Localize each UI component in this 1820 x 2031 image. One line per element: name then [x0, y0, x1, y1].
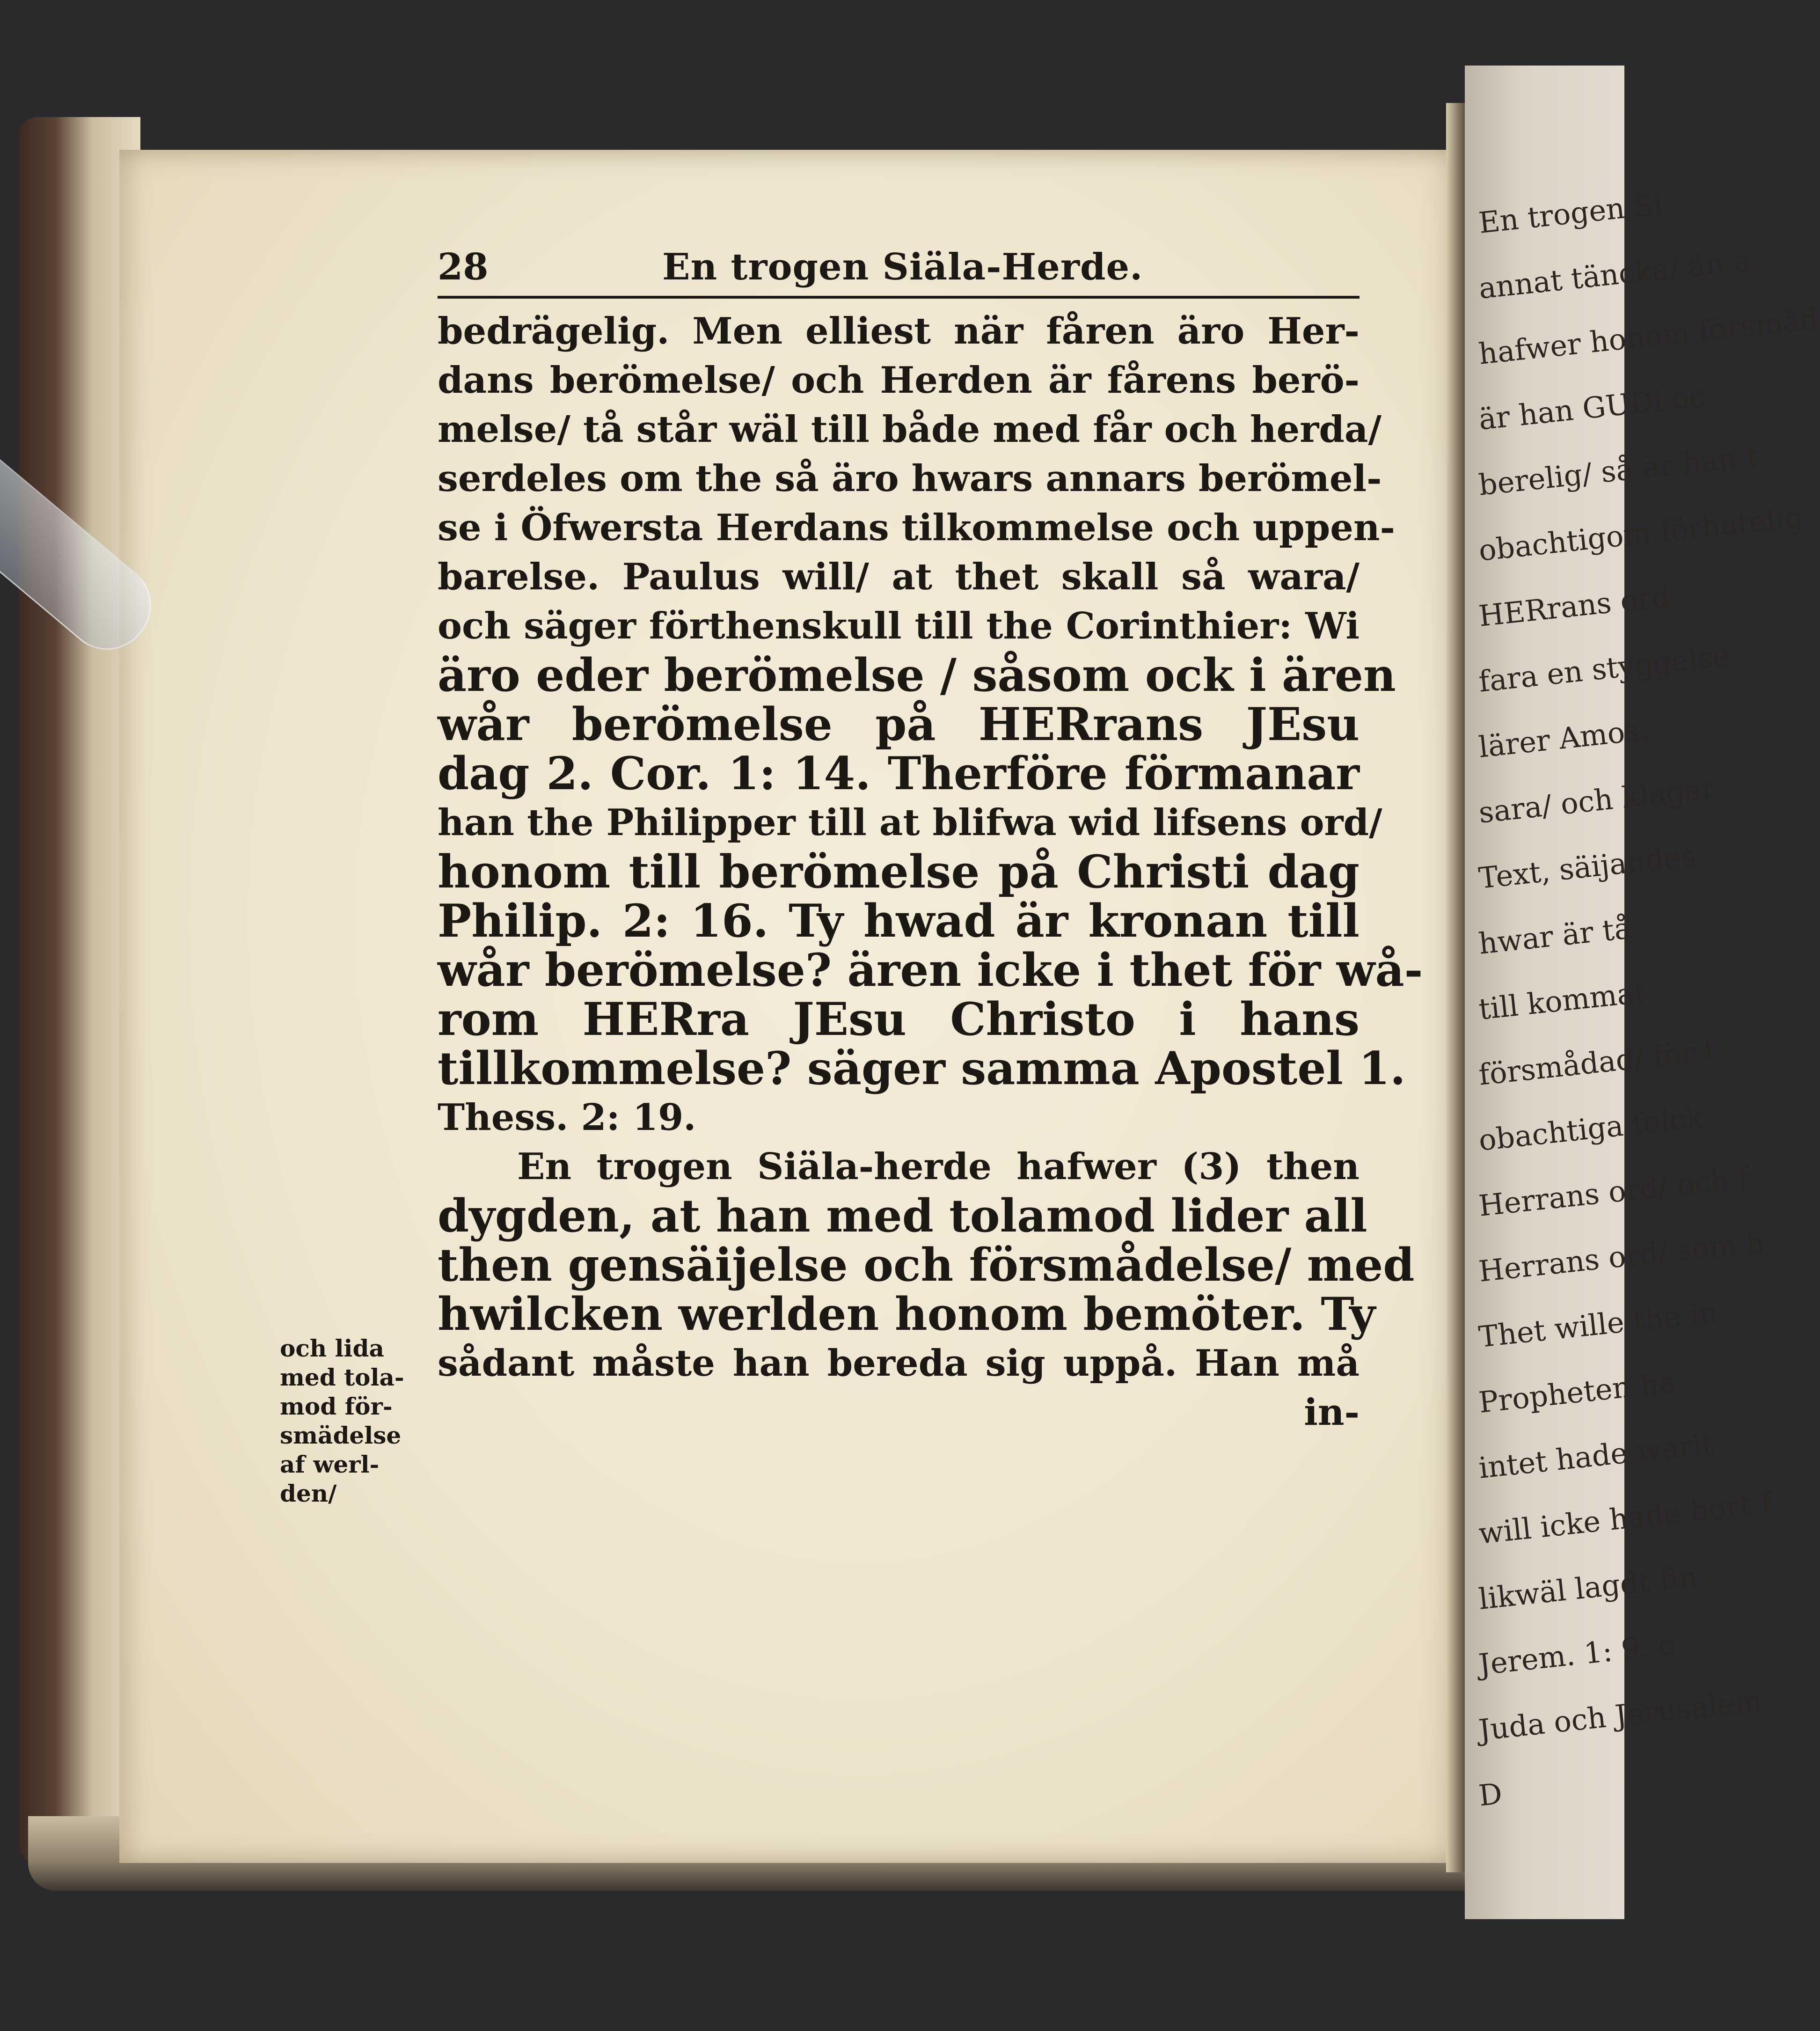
catchword: in- — [1304, 1391, 1360, 1434]
facing-page-line: HERrans ord — [1477, 579, 1672, 633]
facing-page-line: Text, säijandes — [1477, 838, 1697, 895]
facing-page-line: berelig/ så är han t — [1477, 439, 1760, 502]
facing-page-line: Propheten ha — [1477, 1364, 1678, 1420]
text-line: dag 2. Cor. 1: 14. Therföre förmanar — [438, 747, 1360, 800]
facing-page-line: fara en styggelse — [1477, 638, 1732, 699]
text-line: then gensäijelse och försmådelse/ med — [438, 1239, 1415, 1291]
facing-page-line: En trogen Si — [1477, 186, 1665, 240]
facing-page-line: Herrans ord/ som h — [1477, 1224, 1766, 1289]
text-line: tillkommelse? säger samma Apostel 1. — [438, 1042, 1406, 1095]
text-line: dans berömelse/ och Herden är fårens berö- — [438, 359, 1360, 402]
text-line: sådant måste han bereda sig uppå. Han må — [438, 1342, 1360, 1385]
text-line: rom HERra JEsu Christo i hans — [438, 993, 1360, 1046]
facing-page-line: hafwer honom försmåd — [1477, 301, 1820, 371]
facing-page-line: Thet wille the in — [1477, 1295, 1719, 1354]
text-line: En trogen Siäla-herde hafwer (3) then — [517, 1145, 1360, 1188]
body-text — [438, 307, 1423, 1437]
text-line: Philip. 2: 16. Ty hwad är kronan till — [438, 895, 1360, 947]
text-line: melse/ tå står wäl till både med får och herda/ — [438, 408, 1381, 451]
facing-page-line: lärer Amos. — [1477, 712, 1651, 764]
note-line: af werl- — [280, 1451, 380, 1478]
text-line: honom till berömelse på Christi dag — [438, 845, 1360, 898]
marginal-note — [280, 1334, 420, 1508]
facing-page-line: försmådad/ för t — [1477, 1033, 1718, 1092]
page-number: 28 — [438, 246, 489, 288]
page-header — [438, 246, 1374, 297]
facing-page-line: obachtigom förhatelig — [1477, 499, 1805, 568]
note-line: mod för- — [280, 1393, 393, 1420]
facing-page-line: likwäl lagdt fin — [1477, 1559, 1699, 1616]
note-line: den/ — [280, 1480, 337, 1507]
text-line: och säger förthenskull till the Corinthier: Wi — [438, 605, 1360, 647]
facing-page-line: till kommat. — [1477, 974, 1657, 1026]
text-line: Thess. 2: 19. — [438, 1096, 696, 1139]
note-line: med tola- — [280, 1364, 404, 1391]
text-line: se i Öfwersta Herdans tilkommelse och uppen- — [438, 506, 1396, 549]
facing-page-line: Juda och Jerusalem — [1477, 1683, 1764, 1747]
facing-page-line: D — [1477, 1776, 1504, 1813]
text-line: wår berömelse? ären icke i thet för wå- — [438, 944, 1423, 997]
text-line: barelse. Paulus will/ at thet skall så wara/ — [438, 556, 1360, 598]
facing-page-line: obachtiga folck — [1477, 1100, 1705, 1158]
text-line: hwilcken werlden honom bemöter. Ty — [438, 1288, 1375, 1341]
facing-page-line: Jerem. 1: 9. o — [1477, 1627, 1677, 1682]
text-line: äro eder berömelse / såsom ock i ären — [438, 649, 1396, 702]
facing-page-line: hwar är tå — [1477, 910, 1633, 961]
text-line: wår berömelse på HERrans JEsu — [438, 698, 1360, 751]
facing-page — [1465, 66, 1820, 1919]
running-head: En trogen Siäla-Herde. — [662, 246, 1143, 288]
note-line: och lida — [280, 1334, 384, 1362]
facing-page-line: will icke hade bort f — [1477, 1486, 1773, 1551]
facing-page-line: Herrans ord/ och f — [1477, 1160, 1751, 1223]
text-line: bedrägelig. Men elliest när fåren äro Her- — [438, 310, 1360, 352]
facing-page-line: annat täncka/ än a — [1477, 243, 1753, 306]
note-line: smädelse — [280, 1422, 402, 1449]
text-line: serdeles om the så äro hwars annars berömel- — [438, 457, 1382, 500]
header-rule — [438, 296, 1360, 299]
facing-page-line: sara/ och klagar — [1477, 771, 1718, 830]
text-line: dygden, at han med tolamod lider all — [438, 1189, 1367, 1242]
text-line: han the Philipper till at blifwa wid lifsens ord/ — [438, 801, 1382, 844]
facing-page-line: intet hade warit — [1477, 1426, 1715, 1485]
facing-page-line: är han GUDi oc — [1477, 379, 1707, 437]
